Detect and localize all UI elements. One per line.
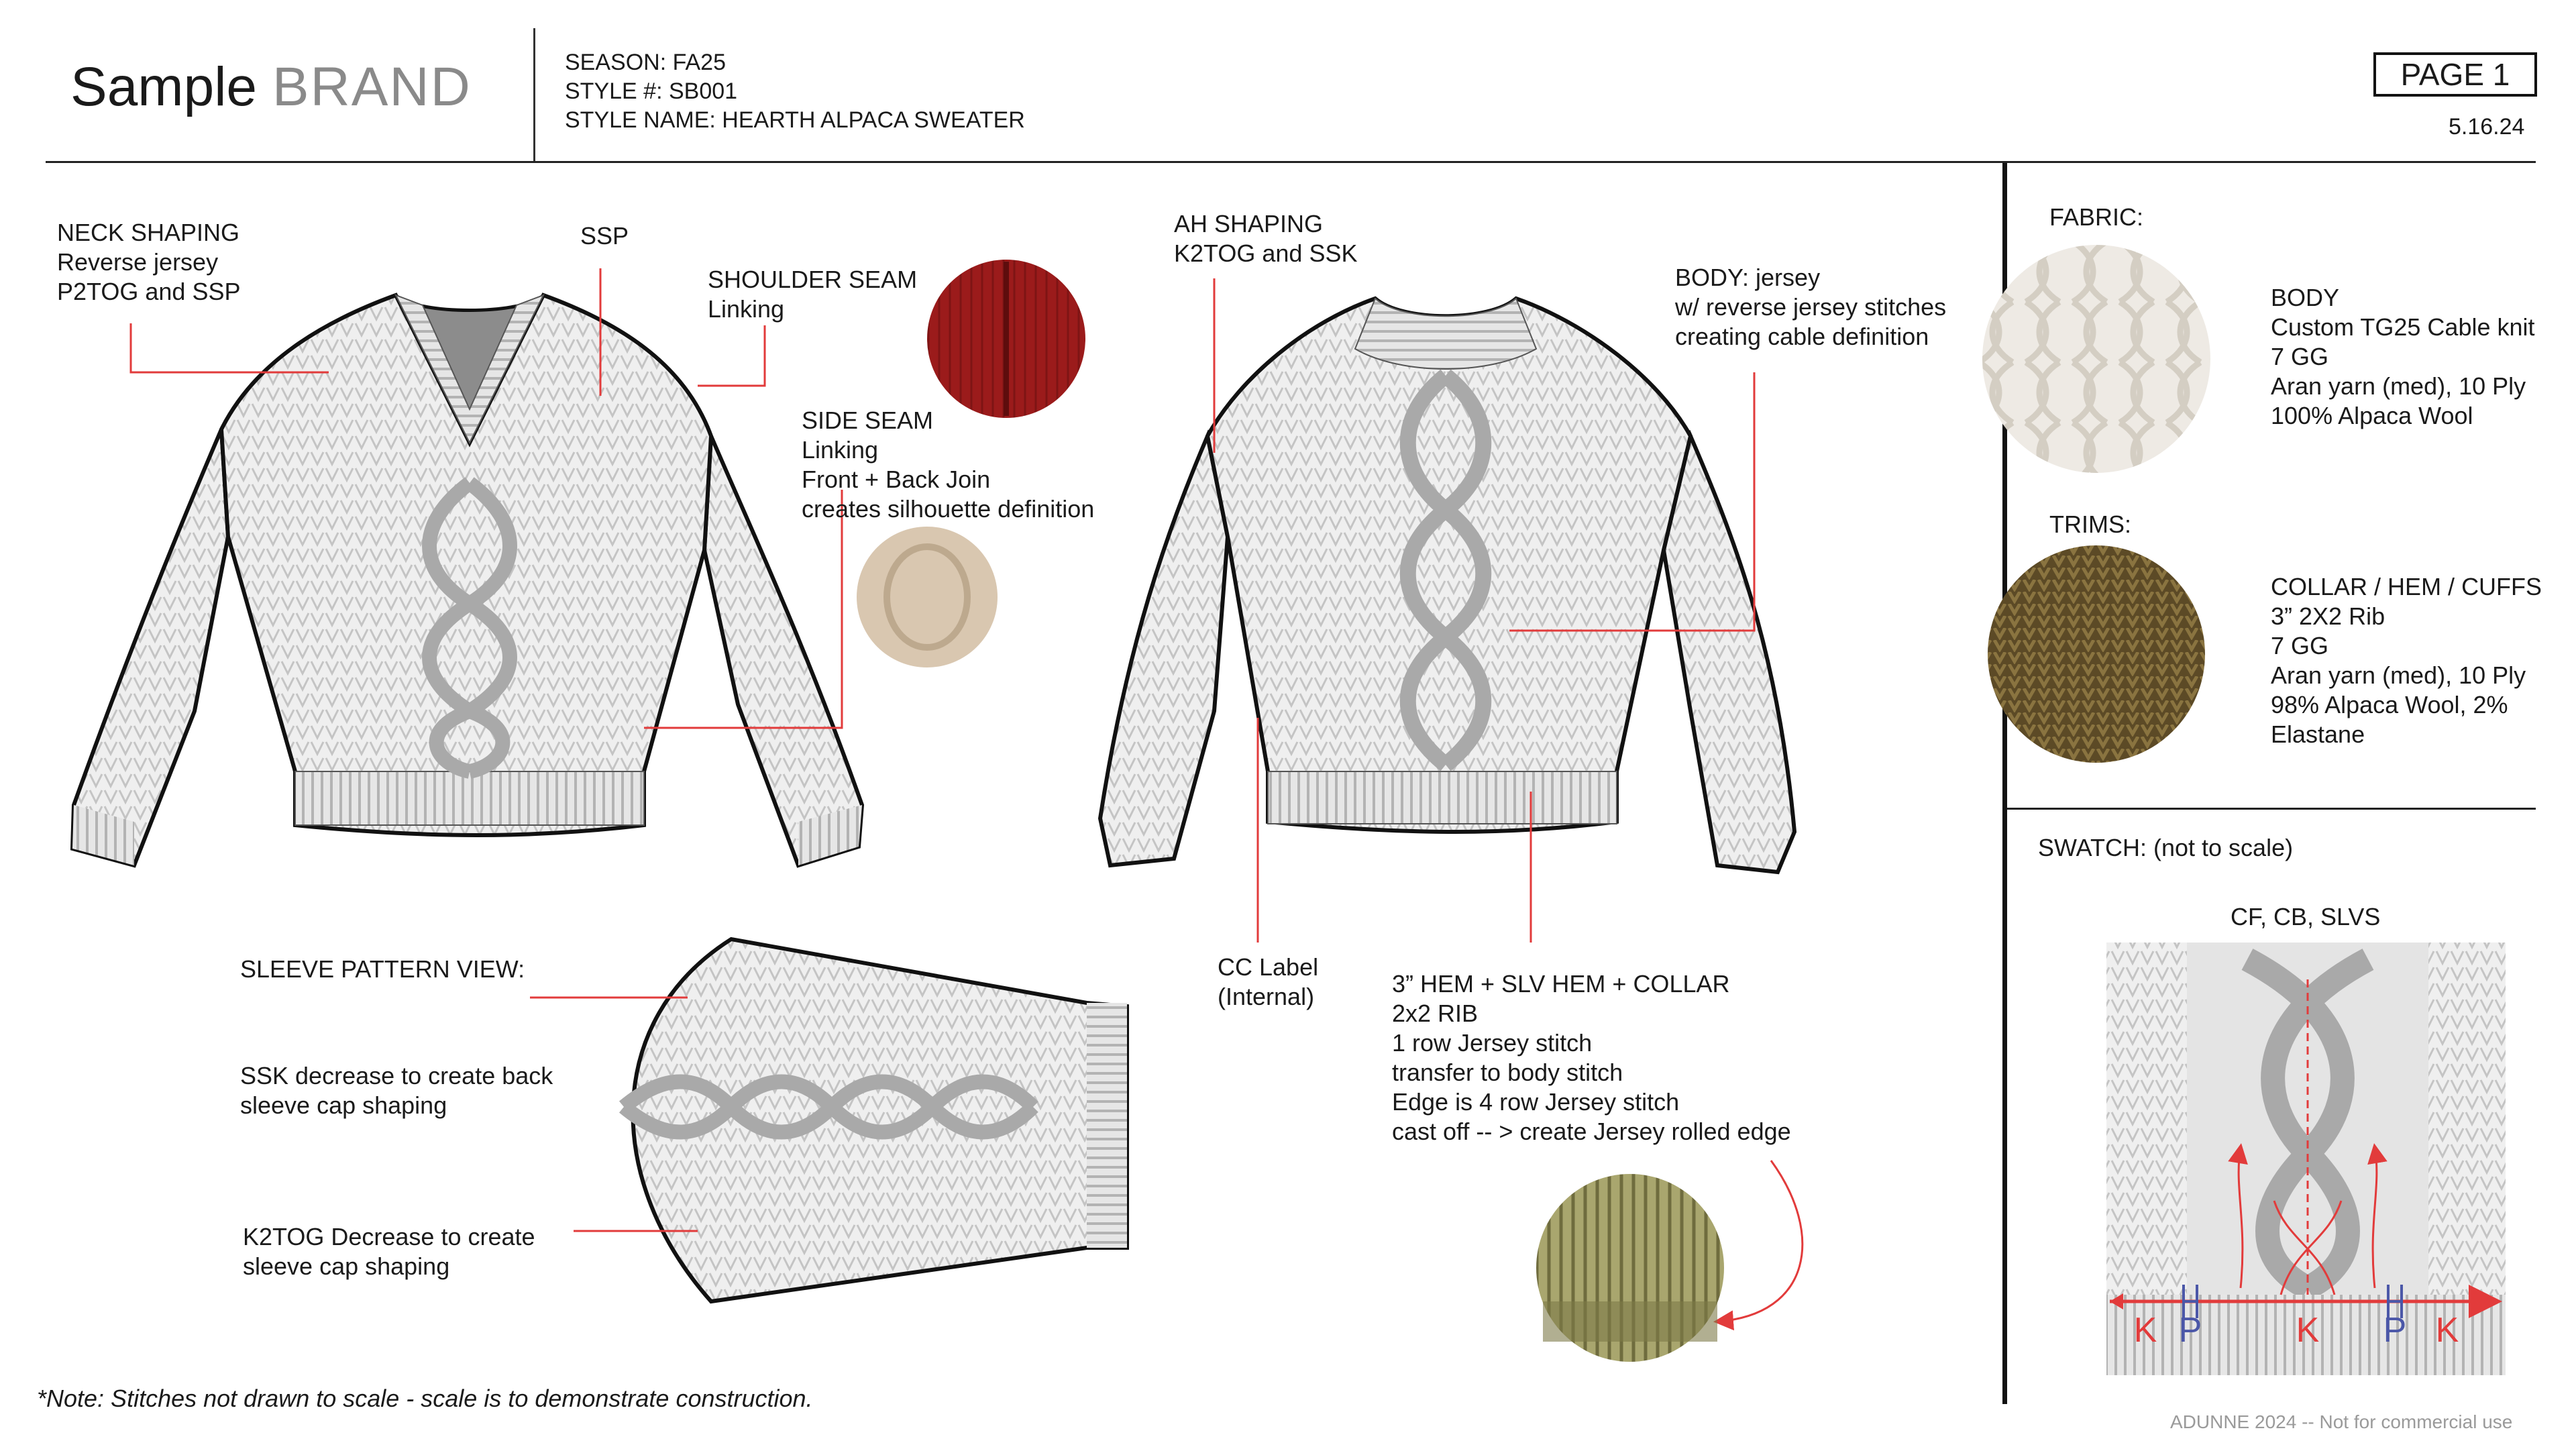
trims-line5: 98% Alpaca Wool, 2% <box>2271 691 2508 718</box>
ssp-callout: SSP <box>580 222 629 250</box>
hem-line3: 1 row Jersey stitch <box>1392 1029 1593 1057</box>
trims-section-title: TRIMS: <box>2049 511 2131 538</box>
fabric-line2: Custom TG25 Cable knit <box>2271 313 2535 341</box>
k2tog-callout <box>243 1222 535 1281</box>
hem-callout <box>1392 969 1791 1146</box>
hem-swatch-arrow <box>1717 1161 1803 1322</box>
neck-shaping-line2: Reverse jersey <box>57 248 219 276</box>
fabric-section-title: FABRIC: <box>2049 203 2144 231</box>
fabric-swatch-photo <box>1982 245 2210 473</box>
ssk-line2: sleeve cap shaping <box>240 1091 447 1119</box>
date-text: 5.16.24 <box>2449 114 2525 140</box>
k2tog-line1: K2TOG Decrease to create <box>243 1223 535 1250</box>
sleeve-pattern-view <box>624 939 1127 1301</box>
fabric-line1: BODY <box>2271 284 2340 311</box>
shoulder-seam-line2: Linking <box>708 295 785 323</box>
body-line3: creating cable definition <box>1675 323 1929 350</box>
trims-line3: 7 GG <box>2271 632 2329 659</box>
sleeve-pattern-title: SLEEVE PATTERN VIEW: <box>240 955 525 983</box>
neck-shaping-line3: P2TOG and SSP <box>57 278 241 305</box>
back-hem-rib <box>1268 771 1617 824</box>
ssk-callout <box>240 1061 553 1120</box>
brand-name-part2: BRAND <box>272 56 472 117</box>
shoulder-callout-line <box>698 325 765 386</box>
ah-shaping-callout <box>1174 209 1357 268</box>
front-hem-rib <box>295 771 644 825</box>
swatch-section-title: SWATCH: (not to scale) <box>2038 834 2294 861</box>
hem-line4: transfer to body stitch <box>1392 1059 1623 1086</box>
page-number-box: PAGE 1 <box>2373 52 2537 97</box>
fabric-spec <box>2271 283 2535 431</box>
trims-line6: Elastane <box>2271 720 2365 748</box>
hem-line2: 2x2 RIB <box>1392 1000 1479 1027</box>
back-collar <box>1355 299 1536 369</box>
side-seam-line3: Front + Back Join <box>802 466 991 493</box>
neck-shaping-title: NECK SHAPING <box>57 219 240 246</box>
hem-line5: Edge is 4 row Jersey stitch <box>1392 1088 1680 1116</box>
neck-shaping-callout <box>57 218 240 307</box>
side-seam-title: SIDE SEAM <box>802 407 934 434</box>
swatch-subtitle: CF, CB, SLVS <box>2231 903 2381 930</box>
trim-swatch-photo <box>1988 545 2205 763</box>
body-callout <box>1675 263 1946 352</box>
k2tog-line2: sleeve cap shaping <box>243 1252 450 1280</box>
body-line2: w/ reverse jersey stitches <box>1675 293 1947 321</box>
cc-label-line2: (Internal) <box>1218 983 1315 1010</box>
fabric-line3: 7 GG <box>2271 343 2329 370</box>
shoulder-seam-callout <box>708 265 917 324</box>
hem-line6: cast off -- > create Jersey rolled edge <box>1392 1118 1791 1145</box>
front-left-sleeve <box>72 429 228 865</box>
ssk-line1: SSK decrease to create back <box>240 1062 553 1089</box>
style-number-text: STYLE #: SB001 <box>565 78 738 104</box>
sleeve-cuff-rib <box>1087 1003 1127 1248</box>
side-seam-line2: Linking <box>802 436 879 464</box>
swatch-letter-p1: P <box>2178 1311 2202 1350</box>
knit-swatch-diagram <box>2106 943 2506 1375</box>
side-seam-callout <box>802 406 1094 524</box>
swatch-letter-k3: K <box>2435 1311 2459 1350</box>
trims-line4: Aran yarn (med), 10 Ply <box>2271 661 2526 689</box>
cc-label-callout <box>1218 953 1318 1012</box>
fabric-line4: Aran yarn (med), 10 Ply <box>2271 372 2526 400</box>
back-right-sleeve <box>1664 436 1794 872</box>
side-seam-line4: creates silhouette definition <box>802 495 1095 523</box>
hem-title: 3” HEM + SLV HEM + COLLAR <box>1392 970 1730 998</box>
cc-label-title: CC Label <box>1218 953 1319 981</box>
brand-name-part1: Sample <box>70 56 258 117</box>
swatch-letter-p2: P <box>2383 1311 2407 1350</box>
trims-spec <box>2271 572 2542 749</box>
front-sweater <box>72 295 862 865</box>
style-name-text: STYLE NAME: HEARTH ALPACA SWEATER <box>565 107 1025 133</box>
fabric-line5: 100% Alpaca Wool <box>2271 402 2473 429</box>
ah-shaping-line2: K2TOG and SSK <box>1174 239 1358 267</box>
season-text: SEASON: FA25 <box>565 50 726 75</box>
swatch-letter-k1: K <box>2133 1311 2157 1350</box>
swatch-letter-k2: K <box>2296 1311 2320 1350</box>
trims-line1: COLLAR / HEM / CUFFS <box>2271 573 2542 600</box>
trims-line2: 3” 2X2 Rib <box>2271 602 2385 630</box>
ah-shaping-title: AH SHAPING <box>1174 210 1324 237</box>
scale-note: *Note: Stitches not drawn to scale - scale is to demonstrate construction. <box>37 1385 813 1412</box>
back-sweater <box>1100 299 1794 872</box>
footer-credit: ADUNNE 2024 -- Not for commercial use <box>2170 1411 2513 1432</box>
back-left-sleeve <box>1100 436 1228 865</box>
shoulder-seam-title: SHOULDER SEAM <box>708 266 918 293</box>
body-title: BODY: jersey <box>1675 264 1821 291</box>
